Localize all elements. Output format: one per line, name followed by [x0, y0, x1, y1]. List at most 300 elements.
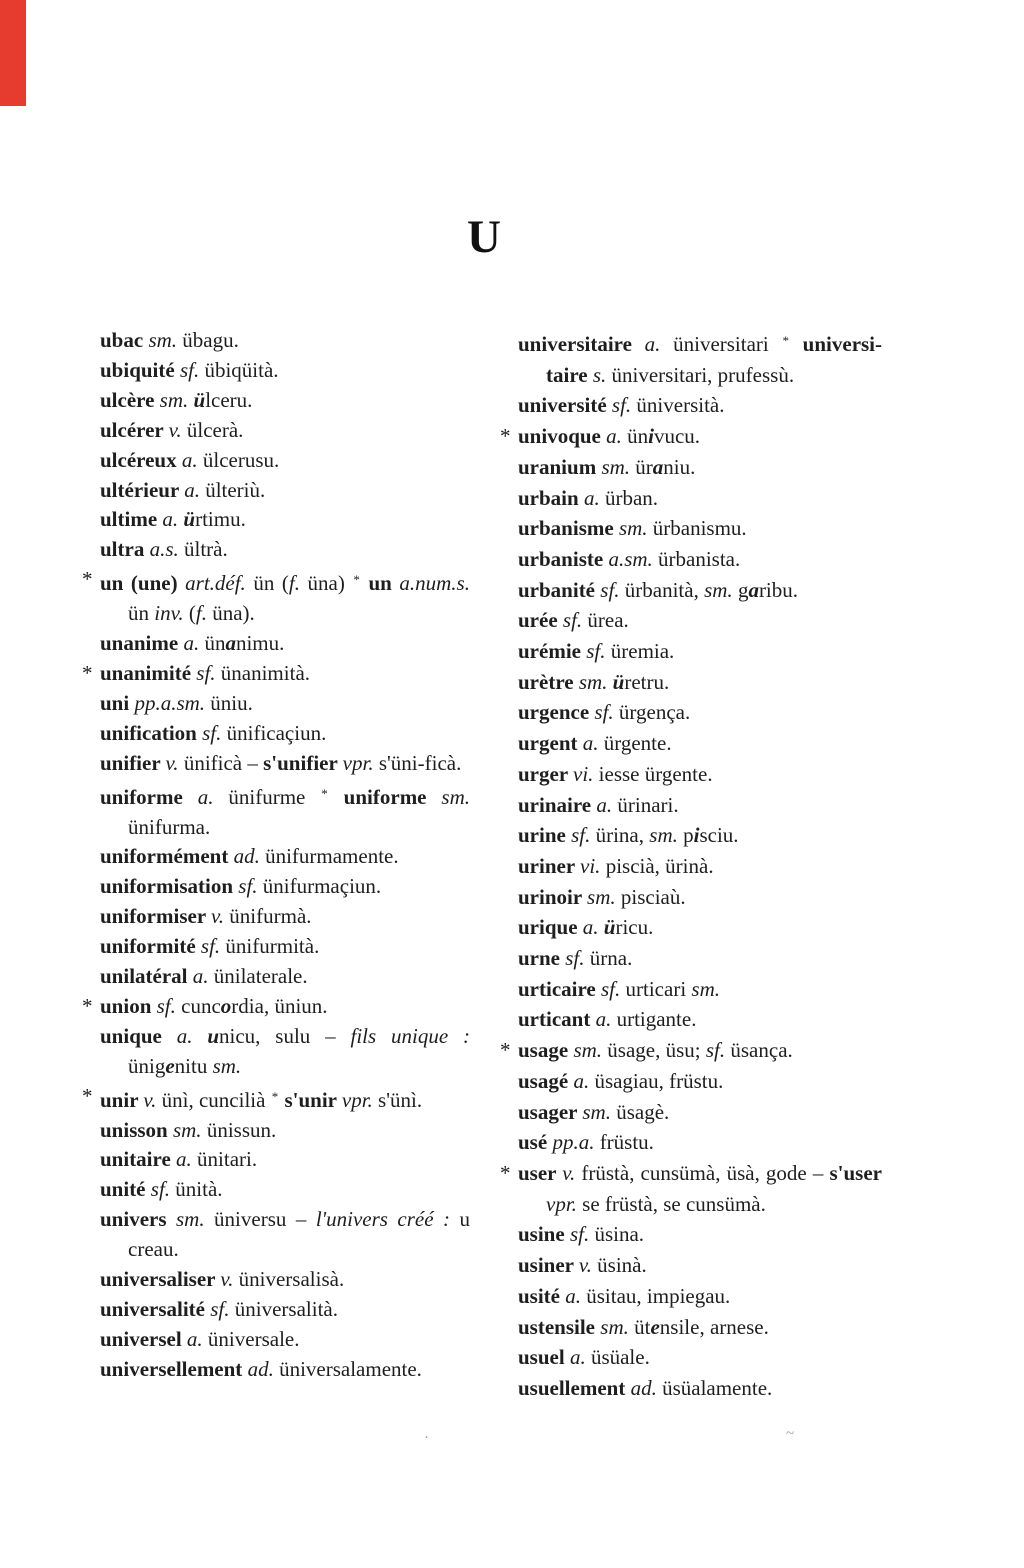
dictionary-entry — [100, 446, 470, 476]
entry-text: inv. — [154, 601, 189, 626]
dictionary-entry — [518, 483, 882, 514]
entry-text: sf. — [210, 1297, 235, 1321]
entry-text: ünifurmà. — [229, 904, 312, 929]
entry-text: üt — [634, 1314, 651, 1339]
entry-text: v. — [562, 1160, 582, 1185]
entry-text: urticari — [625, 976, 692, 1001]
entry-text: v. — [220, 1267, 239, 1292]
entry-text: ( — [188, 601, 196, 626]
entry-text: a. — [583, 485, 605, 510]
entry-text: üniversalamente. — [279, 1356, 422, 1381]
entry-text: universi-taire — [546, 332, 883, 387]
red-corner-marker — [0, 0, 26, 106]
entry-text: nicu, sulu – — [219, 1023, 351, 1048]
dictionary-entry — [518, 697, 882, 728]
entry-text: universaliser — [100, 1267, 221, 1292]
dictionary-entry — [100, 1355, 470, 1385]
entry-text: urinoir — [518, 884, 588, 909]
entry-text: a.num.s. — [399, 571, 470, 596]
entry-text: v. — [143, 1087, 162, 1112]
dictionary-entry — [100, 1295, 470, 1325]
entry-text: ünanimità. — [220, 660, 311, 685]
dictionary-entry — [518, 667, 882, 698]
dictionary-entry — [518, 943, 882, 974]
entry-text: ubiquité — [100, 357, 180, 382]
entry-text: unification — [100, 720, 203, 745]
entry-text: vi. — [573, 761, 599, 786]
entry-text: urgence — [518, 700, 595, 725]
entry-text: urbanisme — [518, 516, 619, 541]
dictionary-entry — [100, 842, 470, 872]
alternate-separator: * — [321, 785, 328, 801]
entry-text: sm. — [159, 387, 194, 412]
dictionary-entry — [100, 902, 470, 932]
entry-text: üsinà. — [597, 1253, 647, 1278]
entry-text: s'üni-ficà. — [378, 750, 462, 775]
entry-text: ulcère — [100, 387, 160, 412]
entry-text: sf. — [150, 1177, 176, 1202]
entry-text: u — [207, 1023, 220, 1048]
dictionary-entry — [100, 932, 470, 962]
entry-text: l'univers créé : — [315, 1207, 451, 1232]
entry-text: sf. — [601, 976, 626, 1001]
entry-text: uniforme — [100, 784, 198, 809]
dictionary-entry — [100, 535, 470, 565]
dictionary-entry — [100, 416, 470, 446]
dictionary-entry — [82, 565, 470, 629]
dictionary-entry — [518, 1004, 882, 1035]
entry-text: uranium — [518, 454, 602, 479]
entry-text: üniversalisà. — [238, 1267, 345, 1292]
entry-text: ultérieur — [100, 477, 185, 502]
entry-text: se früstà, se cunsümà. — [582, 1191, 766, 1216]
entry-text: ad. — [247, 1356, 280, 1381]
entry-text: sciu. — [699, 823, 739, 848]
entry-text: s'ünì. — [378, 1087, 423, 1112]
entry-text: ubac — [100, 328, 149, 352]
entry-text: a — [652, 454, 664, 479]
entry-text: un — [360, 571, 400, 596]
entry-text: ü — [612, 669, 625, 694]
entry-text: e — [650, 1314, 660, 1339]
dictionary-entry — [100, 779, 470, 843]
entry-text: rdia, üniun. — [231, 993, 328, 1018]
entry-text: nimu. — [235, 631, 285, 656]
entry-text: üsitau, impiegau. — [586, 1283, 731, 1308]
dictionary-entry — [518, 390, 882, 421]
entry-text: uni — [100, 690, 135, 715]
dictionary-entry — [100, 505, 470, 535]
entry-text: universellement — [100, 1356, 248, 1381]
entry-text: vpr. — [341, 1087, 379, 1112]
entry-text: ünilaterale. — [213, 964, 308, 989]
entry-text: a. — [582, 915, 604, 940]
entry-text: ultime — [100, 507, 163, 532]
dictionary-entry — [518, 1312, 882, 1343]
right-column — [500, 326, 883, 1404]
entry-text: sf. — [202, 720, 227, 745]
entry-text: a. — [192, 964, 214, 989]
entry-text: a — [225, 631, 236, 656]
entry-text: ün ( — [253, 571, 289, 596]
entry-text: a. — [176, 1023, 208, 1048]
entry-text: usine — [518, 1222, 570, 1247]
star-marker: * — [82, 993, 93, 1018]
dictionary-entry — [500, 421, 882, 452]
dictionary-entry — [100, 719, 470, 749]
dictionary-entry — [100, 872, 470, 902]
scan-artifact: ~ — [786, 1426, 795, 1442]
entry-text: urètre — [518, 669, 579, 694]
dictionary-entry — [100, 386, 470, 416]
entry-text: urticant — [518, 1007, 596, 1032]
entry-text: a. — [181, 447, 203, 472]
dictionary-entry — [518, 452, 882, 483]
entry-text: a. — [184, 477, 206, 502]
dictionary-entry — [518, 605, 882, 636]
entry-text: a. — [565, 1283, 587, 1308]
entry-text: sf. — [705, 1038, 731, 1063]
entry-text: sf. — [179, 357, 205, 382]
dictionary-entry — [518, 1281, 882, 1312]
entry-text: ribu. — [758, 577, 799, 602]
entry-text: ricu. — [615, 915, 654, 940]
entry-text: sm. — [587, 884, 621, 909]
entry-text: ü — [193, 387, 206, 412]
entry-text: lceru. — [205, 387, 253, 412]
entry-text: université — [518, 393, 612, 418]
entry-text: urine — [518, 823, 572, 848]
entry-text: usagé — [518, 1068, 574, 1093]
entry-text: sm. — [578, 669, 613, 694]
entry-text: usager — [518, 1099, 583, 1124]
star-marker: * — [500, 1160, 511, 1185]
entry-text: sm. — [704, 577, 738, 602]
entry-text: vpr. — [342, 750, 379, 775]
entry-text: unanimité — [100, 660, 197, 685]
entry-text: usiner — [518, 1253, 579, 1278]
entry-text: a. — [573, 1068, 595, 1093]
entry-text: s'unifier — [263, 750, 343, 775]
alternate-separator: * — [782, 333, 789, 348]
entry-text: sm. — [649, 823, 684, 848]
entry-text: sf. — [594, 700, 619, 725]
entry-text: ür — [635, 454, 653, 479]
dictionary-entry — [500, 1035, 882, 1066]
entry-text: union — [100, 993, 157, 1018]
entry-text: s'unir — [279, 1087, 342, 1112]
entry-text: urbain — [518, 485, 584, 510]
entry-text: unité — [100, 1177, 151, 1202]
entry-text: üniversale. — [207, 1326, 300, 1351]
entry-text: v. — [165, 750, 184, 775]
dictionary-entry — [100, 629, 470, 659]
dictionary-entry — [518, 1066, 882, 1097]
dictionary-entry — [518, 544, 882, 575]
entry-text: sf. — [611, 393, 637, 418]
entry-text: ünificà – — [183, 750, 264, 775]
entry-text: üsage, üsu; — [607, 1038, 706, 1063]
entry-text: urinaire — [518, 792, 597, 817]
entry-text: uriner — [518, 853, 581, 878]
entry-text: vpr. — [546, 1191, 583, 1216]
entry-text: ülcerusu. — [202, 447, 280, 472]
entry-text: usage — [518, 1038, 574, 1063]
entry-text: urbaniste — [518, 546, 609, 571]
entry-text: a. — [162, 507, 184, 532]
entry-text: uniformiser — [100, 904, 212, 929]
entry-text: retru. — [624, 669, 670, 694]
dictionary-entry — [100, 476, 470, 506]
dictionary-entry — [100, 1265, 470, 1295]
entry-text: un (une) — [100, 571, 186, 596]
dictionary-entry — [100, 326, 470, 356]
entry-text: nitu — [174, 1053, 213, 1078]
dictionary-entry — [82, 1082, 470, 1116]
entry-text: sf. — [200, 934, 226, 959]
entry-text: ürbanista. — [658, 546, 741, 571]
dictionary-entry — [100, 356, 470, 386]
alternate-separator: * — [271, 1088, 279, 1104]
entry-text: ültrà. — [184, 537, 228, 562]
entry-text: uniforme — [328, 784, 442, 809]
entry-text: ünifurmaçiun. — [262, 874, 382, 899]
entry-text: unisson — [100, 1117, 173, 1142]
dictionary-entry — [100, 689, 470, 719]
entry-text: universel — [100, 1326, 187, 1351]
star-marker: * — [500, 1038, 511, 1063]
dictionary-entry — [518, 882, 882, 913]
entry-text: ülteriù. — [205, 477, 266, 502]
entry-text: sf. — [600, 577, 625, 602]
entry-text: sf. — [156, 993, 182, 1018]
entry-text: ultra — [100, 537, 150, 562]
entry-text: ürna. — [589, 946, 633, 971]
dictionary-entry — [100, 1145, 470, 1175]
entry-text: sm. — [600, 1314, 635, 1339]
entry-text: urtigante. — [616, 1007, 697, 1032]
dictionary-entry — [100, 749, 470, 779]
entry-text: pp.a. — [552, 1130, 600, 1155]
entry-text: sm. — [212, 1053, 242, 1078]
entry-text: urée — [518, 608, 563, 633]
entry-text: v. — [211, 904, 230, 929]
dictionary-entry — [82, 659, 470, 689]
entry-text: uniformisation — [100, 874, 239, 899]
entry-text: a — [748, 577, 759, 602]
entry-text: i — [648, 424, 654, 449]
entry-text: unanime — [100, 631, 184, 656]
entry-text: a. — [595, 1007, 617, 1032]
entry-text: ünitari. — [197, 1147, 258, 1172]
entry-text: ü — [183, 507, 196, 532]
dictionary-entry — [100, 1022, 470, 1082]
dictionary-entry — [518, 912, 882, 943]
entry-text: ürban. — [604, 485, 659, 510]
entry-text: vi. — [580, 853, 606, 878]
entry-text: f. — [288, 571, 308, 596]
entry-text: üsança. — [730, 1038, 793, 1063]
entry-text: üniversitari, prufessù. — [611, 362, 795, 387]
entry-text: nsile, arnese. — [659, 1314, 769, 1339]
entry-text: f. — [195, 601, 213, 626]
star-marker: * — [82, 660, 93, 685]
entry-text: ülcerà. — [186, 417, 244, 442]
entry-text: ünifurme — [228, 784, 321, 809]
entry-text: ad. — [233, 844, 266, 869]
entry-text: rtimu. — [195, 507, 246, 532]
dictionary-entry — [518, 1219, 882, 1250]
entry-text: sf. — [565, 946, 590, 971]
entry-text: üniversalità. — [234, 1297, 338, 1321]
star-marker: * — [82, 567, 93, 592]
entry-text: urgent — [518, 731, 583, 756]
entry-text: ünità. — [175, 1177, 223, 1202]
entry-text: üremia. — [610, 639, 675, 664]
entry-text: uniformité — [100, 934, 201, 959]
entry-text: a. — [644, 332, 674, 356]
entry-text: art.déf. — [185, 571, 254, 596]
entry-text: v. — [168, 417, 187, 442]
entry-text: urger — [518, 761, 574, 786]
entry-text: usité — [518, 1283, 566, 1308]
entry-text: urne — [518, 946, 566, 971]
dictionary-entry — [518, 636, 882, 667]
entry-text: ünissun. — [206, 1117, 277, 1142]
entry-text: ünì, cuncilià — [161, 1087, 271, 1112]
star-marker: * — [500, 424, 511, 449]
entry-text: sm. — [601, 454, 636, 479]
entry-text: sf. — [571, 823, 596, 848]
entry-text: s. — [592, 362, 612, 387]
entry-text: urémie — [518, 639, 587, 664]
entry-text: g — [737, 577, 749, 602]
entry-text: ürina, — [595, 823, 650, 848]
entry-text: unilatéral — [100, 964, 193, 989]
entry-text: fils unique : — [350, 1023, 471, 1048]
entry-text: e — [165, 1053, 175, 1078]
entry-text: ünig — [128, 1053, 166, 1078]
entry-text: sf. — [562, 608, 588, 633]
entry-text: vucu. — [653, 424, 701, 449]
entry-text: a. — [596, 792, 618, 817]
dictionary-entry — [518, 1127, 882, 1158]
dictionary-entry — [100, 1175, 470, 1205]
entry-text: iesse ürgente. — [598, 761, 713, 786]
entry-text: u creau. — [128, 1207, 470, 1262]
entry-text: usé — [518, 1130, 553, 1155]
entry-text: a. — [183, 631, 205, 656]
dictionary-entry — [518, 513, 882, 544]
entry-text: ürgente. — [603, 731, 672, 756]
entry-text: früstà, cunsümà, üsà, gode – — [581, 1160, 830, 1185]
entry-text: pp.a.sm. — [134, 690, 211, 715]
section-letter: U — [467, 211, 501, 263]
entry-text: sm. — [582, 1099, 617, 1124]
entry-text: urique — [518, 915, 583, 940]
star-marker: * — [82, 1083, 93, 1108]
entry-text: sm. — [148, 328, 183, 352]
dictionary-entry — [518, 575, 882, 606]
entry-text: sf. — [569, 1222, 595, 1247]
entry-text: ürgença. — [618, 700, 691, 725]
dictionary-entry — [518, 1342, 882, 1373]
entry-text: sm. — [691, 976, 720, 1001]
entry-text: üna) — [307, 571, 353, 596]
entry-text: üsina. — [594, 1222, 645, 1247]
entry-text: unir — [100, 1087, 144, 1112]
dictionary-entry — [500, 1158, 882, 1219]
entry-text: übiqüità. — [204, 357, 279, 382]
entry-text: user — [518, 1160, 563, 1185]
entry-text: niu. — [663, 454, 696, 479]
entry-text: sm. — [172, 1117, 207, 1142]
entry-text: unitaire — [100, 1147, 177, 1172]
entry-text: ürinari. — [617, 792, 679, 817]
entry-text: a. — [606, 424, 628, 449]
dictionary-entry — [518, 1373, 882, 1404]
entry-text: sf. — [238, 874, 263, 899]
entry-text: cunc — [181, 993, 221, 1018]
left-column — [82, 326, 471, 1385]
entry-text: üsüalamente. — [662, 1375, 773, 1400]
entry-text: s'user — [829, 1160, 882, 1185]
dictionary-entry — [518, 790, 882, 821]
entry-text: o — [220, 993, 232, 1018]
entry-text: sm. — [573, 1038, 608, 1063]
dictionary-entry — [518, 820, 882, 851]
entry-text: sf. — [196, 660, 221, 685]
entry-text: usuel — [518, 1345, 570, 1370]
entry-text: ü — [603, 915, 616, 940]
entry-text: sm. — [441, 784, 471, 809]
dictionary-entry — [100, 1116, 470, 1146]
entry-text: üniu. — [210, 690, 253, 715]
entry-text: a. — [197, 784, 229, 809]
entry-text: piscià, ürinà. — [605, 853, 714, 878]
dictionary-entry — [518, 974, 882, 1005]
entry-text: üniversità. — [636, 393, 725, 418]
dictionary-entry — [100, 1205, 470, 1265]
entry-text: universitaire — [518, 332, 645, 356]
entry-text: ulcéreux — [100, 447, 182, 472]
entry-text: ün — [204, 631, 226, 656]
entry-text: v. — [578, 1253, 598, 1278]
alternate-separator: * — [353, 572, 360, 588]
dictionary-entry — [100, 962, 470, 992]
entry-text: ünifurma. — [128, 814, 211, 839]
entry-text: urbanité — [518, 577, 601, 602]
entry-text: ulcérer — [100, 417, 169, 442]
entry-text: ad. — [630, 1375, 663, 1400]
dictionary-entry — [518, 728, 882, 759]
entry-text: üsüale. — [590, 1345, 650, 1370]
dictionary-entry — [518, 1250, 882, 1281]
entry-text: i — [693, 823, 700, 848]
entry-text: ün — [627, 424, 649, 449]
entry-text: a.s. — [149, 537, 185, 562]
entry-text: sm. — [175, 1207, 215, 1232]
entry-text: ünifurmità. — [225, 934, 320, 959]
entry-text: uniformément — [100, 844, 234, 869]
dictionary-entry — [518, 851, 882, 882]
dictionary-entry — [100, 1325, 470, 1355]
entry-text: a. — [582, 731, 604, 756]
entry-text: üsagè. — [616, 1099, 670, 1124]
entry-text: universalité — [100, 1297, 211, 1321]
entry-text: pisciaù. — [620, 884, 686, 909]
entry-text: unique — [100, 1023, 177, 1048]
